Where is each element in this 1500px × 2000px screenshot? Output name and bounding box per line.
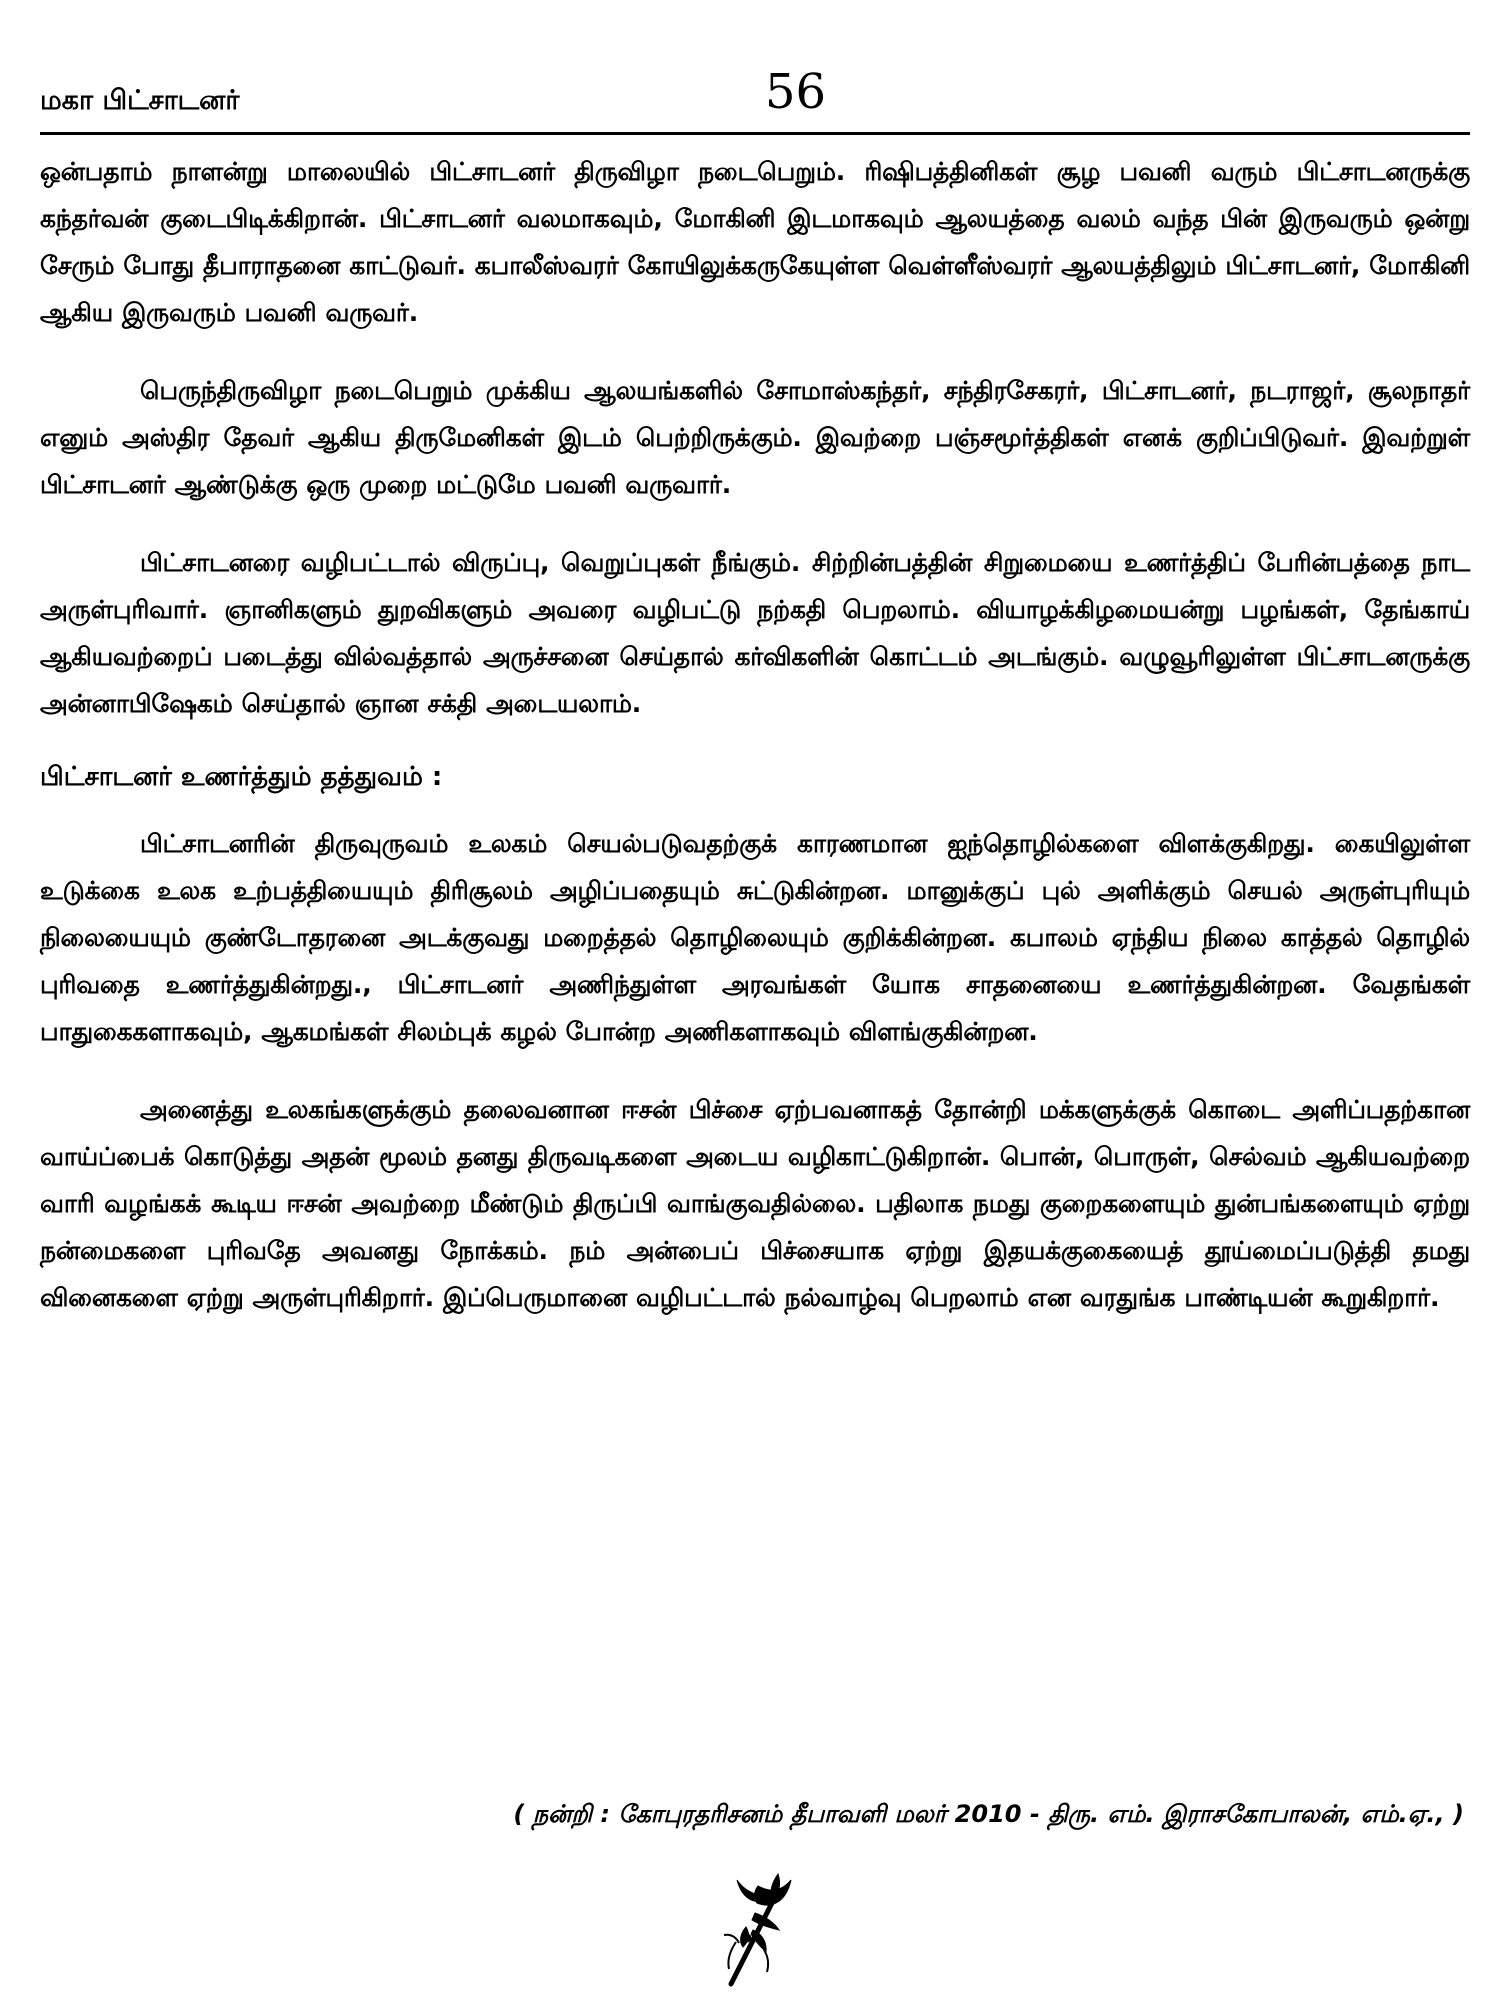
running-title: மகா பிட்சாடனர் bbox=[40, 85, 240, 116]
page-number: 56 bbox=[765, 64, 827, 120]
credit-line: ( நன்றி : கோபுரதரிசனம் தீபாவளி மலர் 2010 - திரு. எம். இராசகோபாலன், எம்.ஏ., ) bbox=[513, 1800, 1464, 1828]
header-rule bbox=[40, 132, 1470, 135]
page-header bbox=[40, 64, 1470, 132]
paragraph-panchamurthy: பெருந்திருவிழா நடைபெறும் முக்கிய ஆலயங்களில் சோமாஸ்கந்தர், சந்திரசேகரர், பிட்சாடனர், நடராஜர், சூலநாதர் எனும் அஸ்திர தேவர் ஆகிய திருமேனிகள் இடம் பெற்றிருக்கும். இவற்றை பஞ்சமூர்த்திகள் எனக் குறிப்பிடுவர். இவற்றுள் பிட்சாடனர் ஆண்டுக்கு ஒரு முறை மட்டுமே பவனி வருவார். bbox=[40, 376, 1470, 499]
trident-icon bbox=[682, 1872, 814, 2000]
paragraph-alms: அனைத்து உலகங்களுக்கும் தலைவனான ஈசன் பிச்சை ஏற்பவனாகத் தோன்றி மக்களுக்குக் கொடை அளிப்பதற்கான வாய்ப்பைக் கொடுத்து அதன் மூலம் தனது திருவடிகளை அடைய வழிகாட்டுகிறான். பொன், பொருள், செல்வம் ஆகியவற்றை வாரி வழங்கக் கூடிய ஈசன் அவற்றை மீண்டும் திருப்பி வாங்குவதில்லை. பதிலாக நமது குறைகளையும் துன்பங்களையும் ஏற்று நன்மைகளை புரிவதே அவனது நோக்கம். நம் அன்பைப் பிச்சையாக ஏற்று இதயக்குகையைத் தூய்மைப்படுத்தி தமது வினைகளை ஏற்று அருள்புரிகிறார். இப்பெருமானை வழிபட்டால் நல்வாழ்வு பெறலாம் என வரதுங்க பாண்டியன் கூறுகிறார். bbox=[40, 1095, 1470, 1312]
trident-drawing bbox=[724, 1874, 791, 1984]
paragraph-festival: ஒன்பதாம் நாளன்று மாலையில் பிட்சாடனர் திருவிழா நடைபெறும். ரிஷிபத்தினிகள் சூழ பவனி வரும் பிட்சாடனருக்கு கந்தர்வன் குடைபிடிக்கிறான். பிட்சாடனர் வலமாகவும், மோகினி இடமாகவும் ஆலயத்தை வலம் வந்த பின் இருவரும் ஒன்று சேரும் போது தீபாராதனை காட்டுவர். கபாலீஸ்வரர் கோயிலுக்கருகேயுள்ள வெள்ளீஸ்வரர் ஆலயத்திலும் பிட்சாடனர், மோகினி ஆகிய இருவரும் பவனி வருவர். bbox=[40, 157, 1470, 327]
section-heading: பிட்சாடனர் உணர்த்தும் தத்துவம் : bbox=[40, 762, 443, 792]
trident-ornament-svg bbox=[682, 1872, 814, 2000]
paragraph-worship-benefits: பிட்சாடனரை வழிபட்டால் விருப்பு, வெறுப்புகள் நீங்கும். சிற்றின்பத்தின் சிறுமையை உணர்த்திப் பேரின்பத்தை நாட அருள்புரிவார். ஞானிகளும் துறவிகளும் அவரை வழிபட்டு நற்கதி பெறலாம். வியாழக்கிழமையன்று பழங்கள், தேங்காய் ஆகியவற்றைப் படைத்து வில்வத்தால் அருச்சனை செய்தால் கர்விகளின் கொட்டம் அடங்கும். வழுவூரிலுள்ள பிட்சாடனருக்கு அன்னாபிஷேகம் செய்தால் ஞான சக்தி அடையலாம். bbox=[40, 548, 1470, 718]
paragraph-philosophy: பிட்சாடனரின் திருவுருவம் உலகம் செயல்படுவதற்குக் காரணமான ஐந்தொழில்களை விளக்குகிறது. கையிலுள்ள உடுக்கை உலக உற்பத்தியையும் திரிசூலம் அழிப்பதையும் சுட்டுகின்றன. மானுக்குப் புல் அளிக்கும் செயல் அருள்புரியும் நிலையையும் குண்டோதரனை அடக்குவது மறைத்தல் தொழிலையும் குறிக்கின்றன. கபாலம் ஏந்திய நிலை காத்தல் தொழில் புரிவதை உணர்த்துகின்றது., பிட்சாடனர் அணிந்துள்ள அரவங்கள் யோக சாதனையை உணர்த்துகின்றன. வேதங்கள் பாதுகைகளாகவும், ஆகமங்கள் சிலம்புக் கழல் போன்ற அணிகளாகவும் விளங்குகின்றன. bbox=[40, 829, 1470, 1046]
article-body bbox=[40, 148, 1470, 1352]
